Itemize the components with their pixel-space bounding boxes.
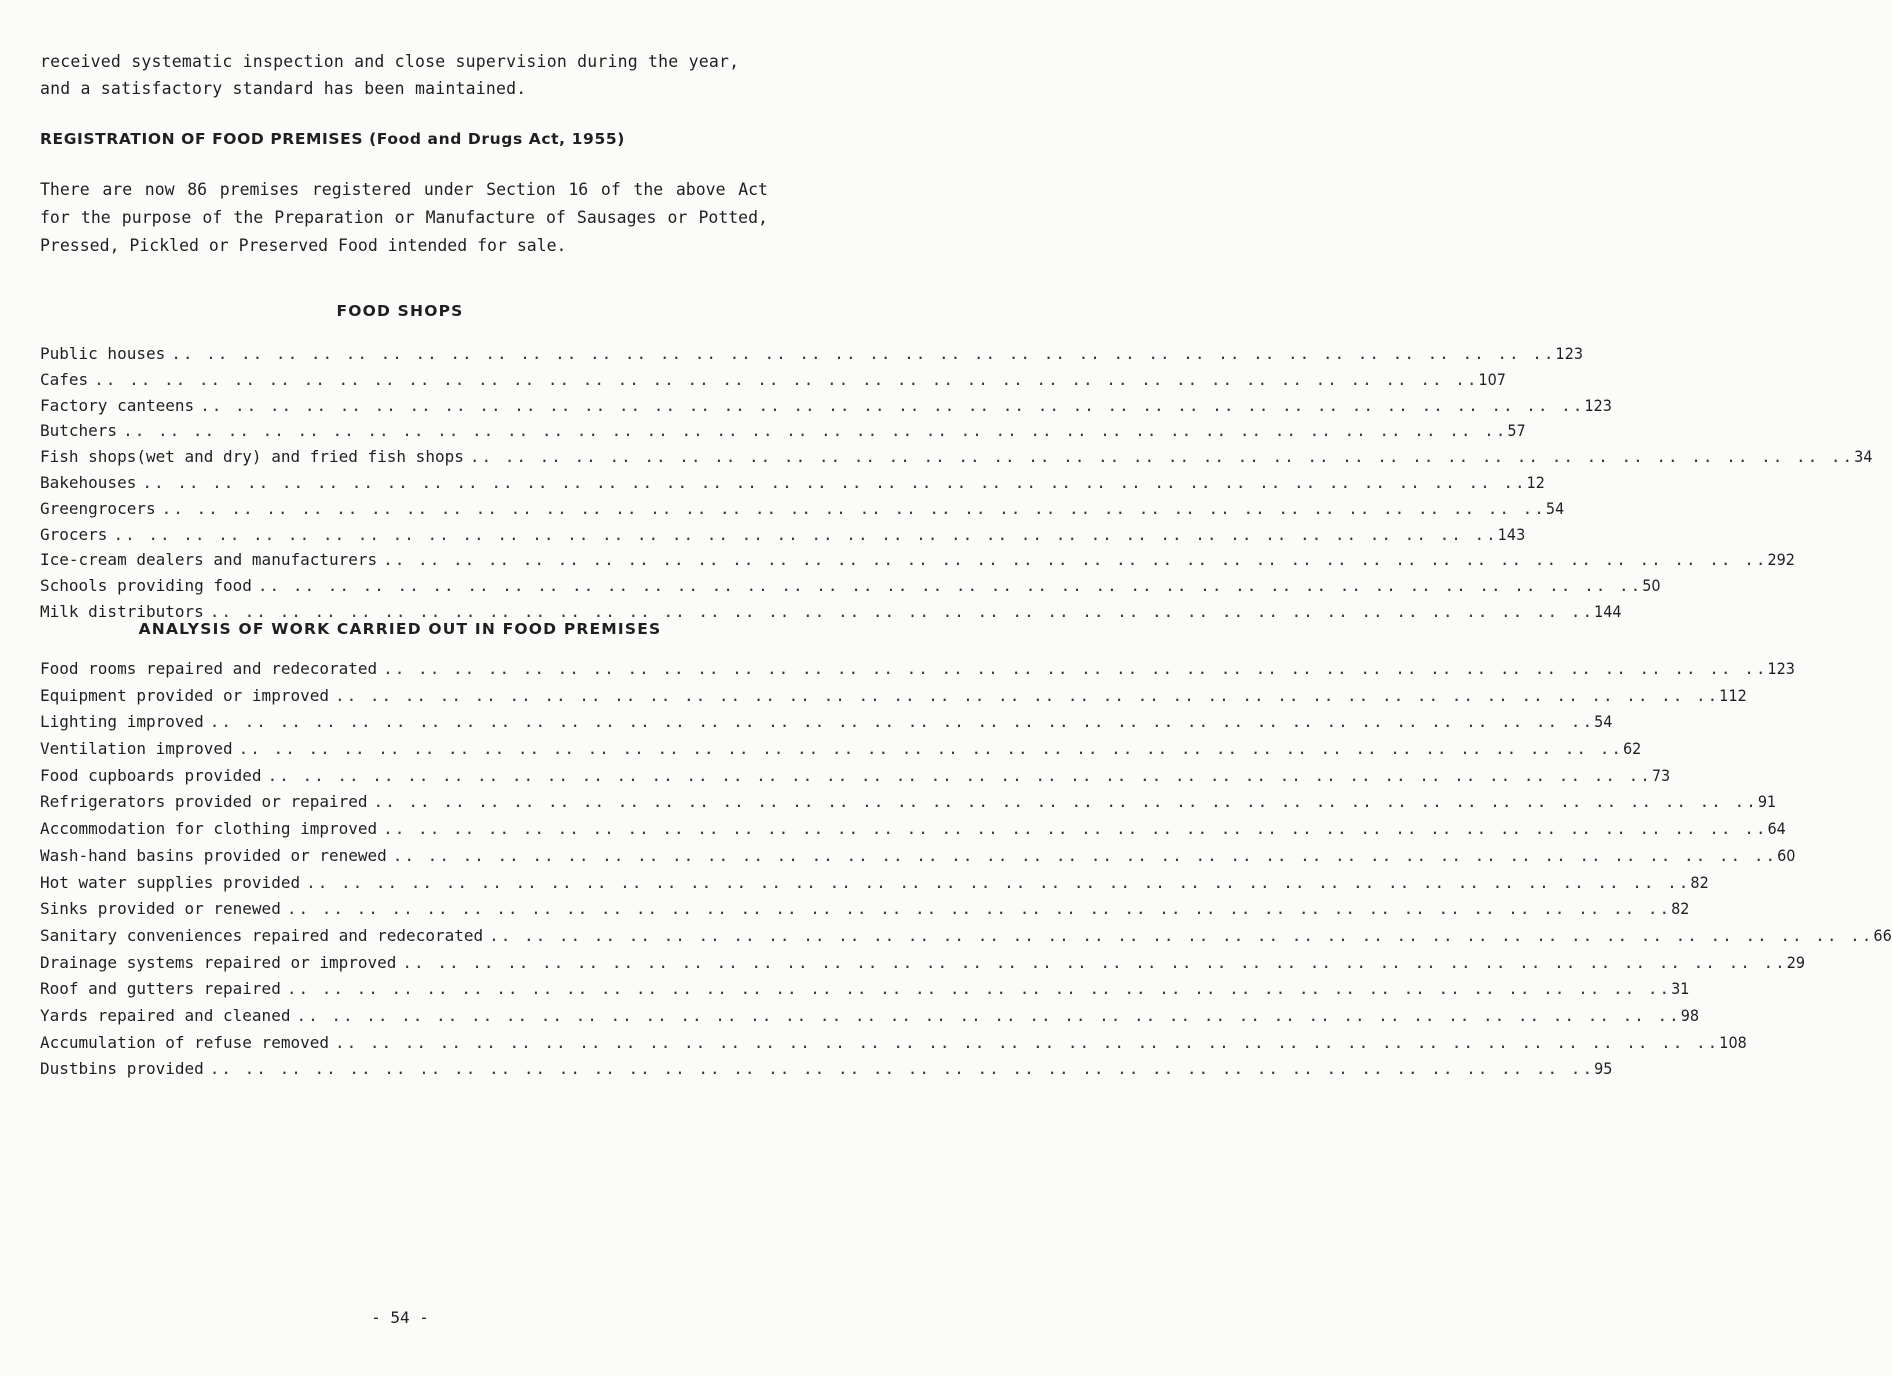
item-label: Sanitary conveniences repaired and redecorated (40, 925, 484, 945)
list-item (40, 739, 1642, 766)
dot-leader: .. .. .. .. .. .. .. .. .. .. .. .. .. .. .. .. .. .. .. .. .. .. .. .. .. .. .. .. .. .. .. .. .. .. .. .. .. .. .. .. (200, 395, 1585, 415)
dot-leader: .. .. .. .. .. .. .. .. .. .. .. .. .. .. .. .. .. .. .. .. .. .. .. .. .. .. .. .. .. .. .. .. .. .. .. .. .. .. .. .. (489, 925, 1874, 945)
item-value: 12 (1526, 472, 1545, 492)
dot-leader: .. .. .. .. .. .. .. .. .. .. .. .. .. .. .. .. .. .. .. .. .. .. .. .. .. .. .. .. .. .. .. .. .. .. .. .. .. .. .. .. (383, 819, 1768, 839)
list-item (40, 472, 1545, 499)
item-label: Accommodation for clothing improved (40, 819, 378, 839)
item-label: Wash-hand basins provided or renewed (40, 845, 387, 865)
dot-leader: .. .. .. .. .. .. .. .. .. .. .. .. .. .. .. .. .. .. .. .. .. .. .. .. .. .. .. .. .. .. .. .. .. .. .. .. .. .. .. .. (383, 550, 1768, 570)
list-item (40, 447, 1873, 473)
item-value: 34 (1854, 447, 1873, 467)
item-label: Butchers (40, 421, 118, 441)
dot-leader: .. .. .. .. .. .. .. .. .. .. .. .. .. .. .. .. .. .. .. .. .. .. .. .. .. .. .. .. .. .. .. .. .. .. .. .. .. .. .. .. (94, 369, 1479, 389)
list-item (40, 659, 1795, 686)
item-label: Equipment provided or improved (40, 685, 329, 705)
item-label: Public houses (40, 344, 166, 363)
list-item (40, 524, 1526, 551)
list-item (40, 899, 1690, 926)
item-label: Factory canteens (40, 395, 195, 415)
item-value: 64 (1767, 819, 1786, 839)
intro-paragraph: received systematic inspection and close supervision during the year, and a satisfactory standard has been maintained. (40, 52, 740, 98)
food-shops-list (40, 344, 1873, 628)
item-value: 112 (1719, 685, 1747, 705)
dot-leader: .. .. .. .. .. .. .. .. .. .. .. .. .. .. .. .. .. .. .. .. .. .. .. .. .. .. .. .. .. .. .. .. .. .. .. .. .. .. .. .. (123, 421, 1508, 441)
dot-leader: .. .. .. .. .. .. .. .. .. .. .. .. .. .. .. .. .. .. .. .. .. .. .. .. .. .. .. .. .. .. .. .. .. .. .. .. .. .. .. .. (383, 659, 1768, 678)
item-value: 95 (1594, 1059, 1613, 1079)
item-value: 82 (1671, 899, 1690, 919)
item-value: 91 (1757, 792, 1777, 812)
list-item (40, 712, 1613, 739)
item-label: Dustbins provided (40, 1059, 204, 1079)
item-label: Bakehouses (40, 472, 137, 492)
list-item (40, 792, 1777, 819)
registration-heading: REGISTRATION OF FOOD PREMISES (Food and Drugs Act, 1955) (40, 130, 625, 148)
dot-leader: .. .. .. .. .. .. .. .. .. .. .. .. .. .. .. .. .. .. .. .. .. .. .. .. .. .. .. .. .. .. .. .. .. .. .. .. .. .. .. .. (373, 792, 1758, 812)
page-number: - 54 - (371, 1308, 429, 1327)
item-value: 98 (1680, 1005, 1700, 1025)
list-item (40, 1032, 1747, 1060)
list-item (40, 845, 1796, 873)
dot-leader: .. .. .. .. .. .. .. .. .. .. .. .. .. .. .. .. .. .. .. .. .. .. .. .. .. .. .. .. .. .. .. .. .. .. .. .. .. .. .. .. (469, 447, 1855, 467)
item-value: 50 (1642, 576, 1661, 596)
list-item (40, 952, 1806, 980)
analysis-heading: ANALYSIS OF WORK CARRIED OUT IN FOOD PREMISES (138, 620, 662, 638)
item-label: Greengrocers (40, 498, 156, 518)
item-label: Schools providing food (40, 576, 252, 596)
item-label: Refrigerators provided or repaired (40, 792, 368, 812)
dot-leader: .. .. .. .. .. .. .. .. .. .. .. .. .. .. .. .. .. .. .. .. .. .. .. .. .. .. .. .. .. .. .. .. .. .. .. .. .. .. .. .. (267, 765, 1652, 785)
item-value: 62 (1622, 739, 1642, 759)
item-label: Milk distributors (40, 601, 204, 621)
item-value: 123 (1767, 659, 1795, 678)
item-label: Roof and gutters repaired (40, 979, 281, 999)
list-item (40, 1059, 1613, 1086)
item-value: 31 (1671, 979, 1690, 999)
dot-leader: .. .. .. .. .. .. .. .. .. .. .. .. .. .. .. .. .. .. .. .. .. .. .. .. .. .. .. .. .. .. .. .. .. .. .. .. .. .. .. .. (296, 1005, 1681, 1025)
analysis-list (40, 659, 1892, 1086)
list-item (40, 765, 1671, 793)
item-value: 107 (1478, 369, 1506, 389)
dot-leader: .. .. .. .. .. .. .. .. .. .. .. .. .. .. .. .. .. .. .. .. .. .. .. .. .. .. .. .. .. .. .. .. .. .. .. .. .. .. .. .. (286, 979, 1672, 999)
item-value: 292 (1767, 550, 1795, 570)
item-label: Hot water supplies provided (40, 872, 301, 892)
item-value: 73 (1651, 765, 1671, 785)
dot-leader: .. .. .. .. .. .. .. .. .. .. .. .. .. .. .. .. .. .. .. .. .. .. .. .. .. .. .. .. .. .. .. .. .. .. .. .. .. .. .. .. (392, 845, 1778, 865)
item-value: 60 (1777, 845, 1796, 865)
list-item (40, 1005, 1700, 1033)
dot-leader: .. .. .. .. .. .. .. .. .. .. .. .. .. .. .. .. .. .. .. .. .. .. .. .. .. .. .. .. .. .. .. .. .. .. .. .. .. .. .. .. (161, 498, 1546, 518)
list-item (40, 344, 1584, 370)
food-shops-heading: FOOD SHOPS (336, 302, 464, 320)
item-value: 66 (1873, 925, 1892, 945)
item-label: Drainage systems repaired or improved (40, 952, 397, 972)
item-value: 82 (1690, 872, 1709, 892)
dot-leader: .. .. .. .. .. .. .. .. .. .. .. .. .. .. .. .. .. .. .. .. .. .. .. .. .. .. .. .. .. .. .. .. .. .. .. .. .. .. .. .. (209, 1059, 1595, 1079)
list-item (40, 369, 1506, 396)
dot-leader: .. .. .. .. .. .. .. .. .. .. .. .. .. .. .. .. .. .. .. .. .. .. .. .. .. .. .. .. .. .. .. .. .. .. .. .. .. .. .. .. (209, 601, 1595, 621)
dot-leader: .. .. .. .. .. .. .. .. .. .. .. .. .. .. .. .. .. .. .. .. .. .. .. .. .. .. .. .. .. .. .. .. .. .. .. .. .. .. .. .. (334, 685, 1720, 705)
item-value: 123 (1584, 395, 1612, 415)
dot-leader: .. .. .. .. .. .. .. .. .. .. .. .. .. .. .. .. .. .. .. .. .. .. .. .. .. .. .. .. .. .. .. .. .. .. .. .. .. .. .. .. (306, 872, 1691, 892)
item-value: 108 (1719, 1032, 1747, 1052)
item-value: 57 (1507, 421, 1526, 441)
item-label: Ventilation improved (40, 739, 233, 759)
item-label: Food cupboards provided (40, 765, 262, 785)
item-label: Lighting improved (40, 712, 204, 732)
item-value: 54 (1545, 498, 1565, 518)
dot-leader: .. .. .. .. .. .. .. .. .. .. .. .. .. .. .. .. .. .. .. .. .. .. .. .. .. .. .. .. .. .. .. .. .. .. .. .. .. .. .. .. (286, 899, 1672, 919)
item-label: Food rooms repaired and redecorated (40, 659, 378, 678)
dot-leader: .. .. .. .. .. .. .. .. .. .. .. .. .. .. .. .. .. .. .. .. .. .. .. .. .. .. .. .. .. .. .. .. .. .. .. .. .. .. .. .. (334, 1032, 1720, 1052)
list-item (40, 819, 1786, 846)
item-label: Ice-cream dealers and manufacturers (40, 550, 378, 570)
list-item (40, 498, 1565, 525)
item-label: Grocers (40, 524, 108, 544)
item-value: 29 (1786, 952, 1806, 972)
list-item (40, 576, 1661, 602)
list-item (40, 872, 1709, 900)
list-item (40, 979, 1690, 1006)
list-item (40, 395, 1612, 422)
dot-leader: .. .. .. .. .. .. .. .. .. .. .. .. .. .. .. .. .. .. .. .. .. .. .. .. .. .. .. .. .. .. .. .. .. .. .. .. .. .. .. .. (142, 472, 1527, 492)
item-label: Yards repaired and cleaned (40, 1005, 291, 1025)
item-label: Fish shops(wet and dry) and fried fish shops (40, 447, 464, 467)
item-value: 143 (1497, 524, 1526, 544)
dot-leader: .. .. .. .. .. .. .. .. .. .. .. .. .. .. .. .. .. .. .. .. .. .. .. .. .. .. .. .. .. .. .. .. .. .. .. .. .. .. .. .. (209, 712, 1595, 732)
dot-leader: .. .. .. .. .. .. .. .. .. .. .. .. .. .. .. .. .. .. .. .. .. .. .. .. .. .. .. .. .. .. .. .. .. .. .. .. .. .. .. .. (238, 739, 1623, 759)
dot-leader: .. .. .. .. .. .. .. .. .. .. .. .. .. .. .. .. .. .. .. .. .. .. .. .. .. .. .. .. .. .. .. .. .. .. .. .. .. .. .. .. (402, 952, 1787, 972)
item-value: 144 (1594, 601, 1622, 621)
list-item (40, 925, 1892, 953)
dot-leader: .. .. .. .. .. .. .. .. .. .. .. .. .. .. .. .. .. .. .. .. .. .. .. .. .. .. .. .. .. .. .. .. .. .. .. .. .. .. .. .. (113, 524, 1498, 544)
list-item (40, 421, 1526, 447)
dot-leader: .. .. .. .. .. .. .. .. .. .. .. .. .. .. .. .. .. .. .. .. .. .. .. .. .. .. .. .. .. .. .. .. .. .. .. .. .. .. .. .. (257, 576, 1643, 596)
item-label: Accumulation of refuse removed (40, 1032, 329, 1052)
item-value: 54 (1594, 712, 1613, 732)
item-label: Sinks provided or renewed (40, 899, 281, 919)
item-label: Cafes (40, 369, 89, 389)
list-item (40, 550, 1795, 576)
registration-paragraph: There are now 86 premises registered under Section 16 of the above Act for the purpose of the Preparation or Manufacture of Sausages or Potted, Pressed, Pickled or Preserved Food intended for sale. (40, 180, 768, 255)
list-item (40, 685, 1747, 713)
dot-leader: .. .. .. .. .. .. .. .. .. .. .. .. .. .. .. .. .. .. .. .. .. .. .. .. .. .. .. .. .. .. .. .. .. .. .. .. .. .. .. .. (171, 344, 1556, 363)
item-value: 123 (1555, 344, 1584, 363)
